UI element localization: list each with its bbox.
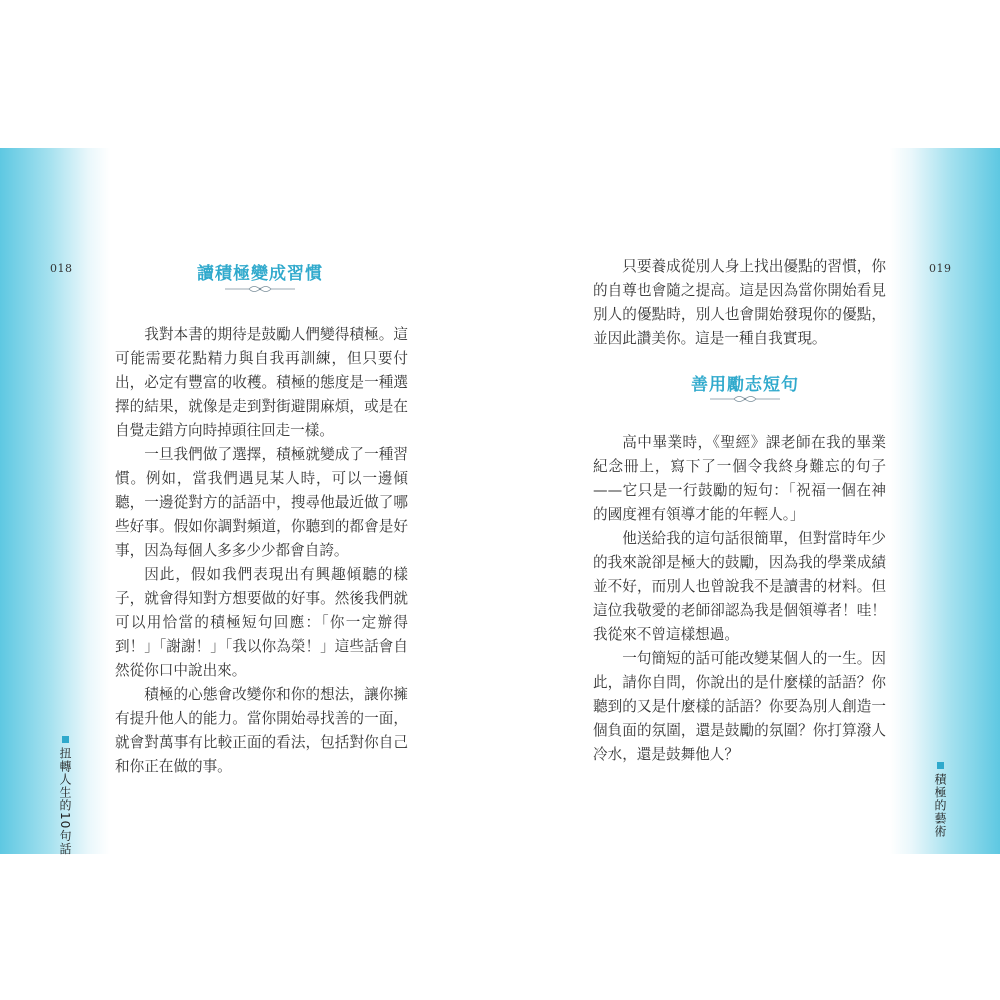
left-paragraph: 積極的心態會改變你和你的想法，讓你擁有提升他人的能力。當你開始尋找善的一面，就會對萬事有比較正面的看法，包括對你自己和你正在做的事。: [115, 686, 408, 775]
left-paragraph: 一旦我們做了選擇，積極就變成了一種習慣。例如，當我們遇見某人時，可以一邊傾聽，一邊從對方的話語中，搜尋他最近做了哪些好事。假如你調對頻道，你聽到的都會是好事，因為每個人多多少少都會自誇。: [115, 446, 408, 559]
left-body-text: [115, 323, 408, 779]
right-side-label-text: 積極的藝術: [933, 773, 947, 838]
left-section-heading: 讀積極變成習慣: [197, 264, 323, 284]
left-heading-ornament: [225, 284, 295, 294]
left-page-edge-band: [0, 148, 110, 854]
left-side-label: [57, 736, 74, 855]
right-body-text: [593, 431, 886, 767]
right-heading-ornament: [710, 394, 780, 404]
right-page-number: 019: [929, 262, 952, 275]
right-page-edge-band: [890, 148, 1000, 854]
left-paragraph: 因此，假如我們表現出有興趣傾聽的樣子，就會得知對方想要做的好事。然後我們就可以用恰當的積極短句回應：「你一定辦得到！」「謝謝！」「我以你為榮！」這些話會自然從你口中說出來。: [115, 566, 408, 679]
square-bullet-icon: [937, 762, 944, 769]
square-bullet-icon: [62, 736, 69, 743]
right-paragraph: 高中畢業時，《聖經》課老師在我的畢業紀念冊上，寫下了一個令我終身難忘的句子——它只是一行鼓勵的短句：「祝福一個在神的國度裡有領導才能的年輕人。」: [593, 434, 886, 523]
right-paragraph: 他送給我的這句話很簡單，但對當時年少的我來說卻是極大的鼓勵，因為我的學業成績並不好，而別人也曾說我不是讀書的材料。但這位我敬愛的老師卻認為我是個領導者！哇！我從來不曾這樣想過。: [593, 530, 886, 643]
right-section-heading: 善用勵志短句: [691, 375, 799, 395]
left-side-label-text: 扭轉人生的10句話: [58, 747, 72, 856]
left-paragraph: 我對本書的期待是鼓勵人們變得積極。這可能需要花點精力與自我再訓練，但只要付出，必定有豐富的收穫。積極的態度是一種選擇的結果，就像是走到對街避開麻煩，或是在自覺走錯方向時掉頭往回走一樣。: [115, 326, 408, 439]
right-intro-paragraph: 只要養成從別人身上找出優點的習慣，你的自尊也會隨之提高。這是因為當你開始看見別人的優點時，別人也會開始發現你的優點，並因此讚美你。這是一種自我實現。: [593, 258, 886, 347]
right-paragraph: 一句簡短的話可能改變某個人的一生。因此，請你自問，你說出的是什麼樣的話語？你聽到的又是什麼樣的話語？你要為別人創造一個負面的氛圍，還是鼓勵的氛圍？你打算潑人冷水，還是鼓舞他人？: [593, 650, 886, 763]
right-intro-text: [593, 255, 886, 351]
right-side-label: [932, 762, 949, 838]
left-page-number: 018: [50, 262, 73, 275]
